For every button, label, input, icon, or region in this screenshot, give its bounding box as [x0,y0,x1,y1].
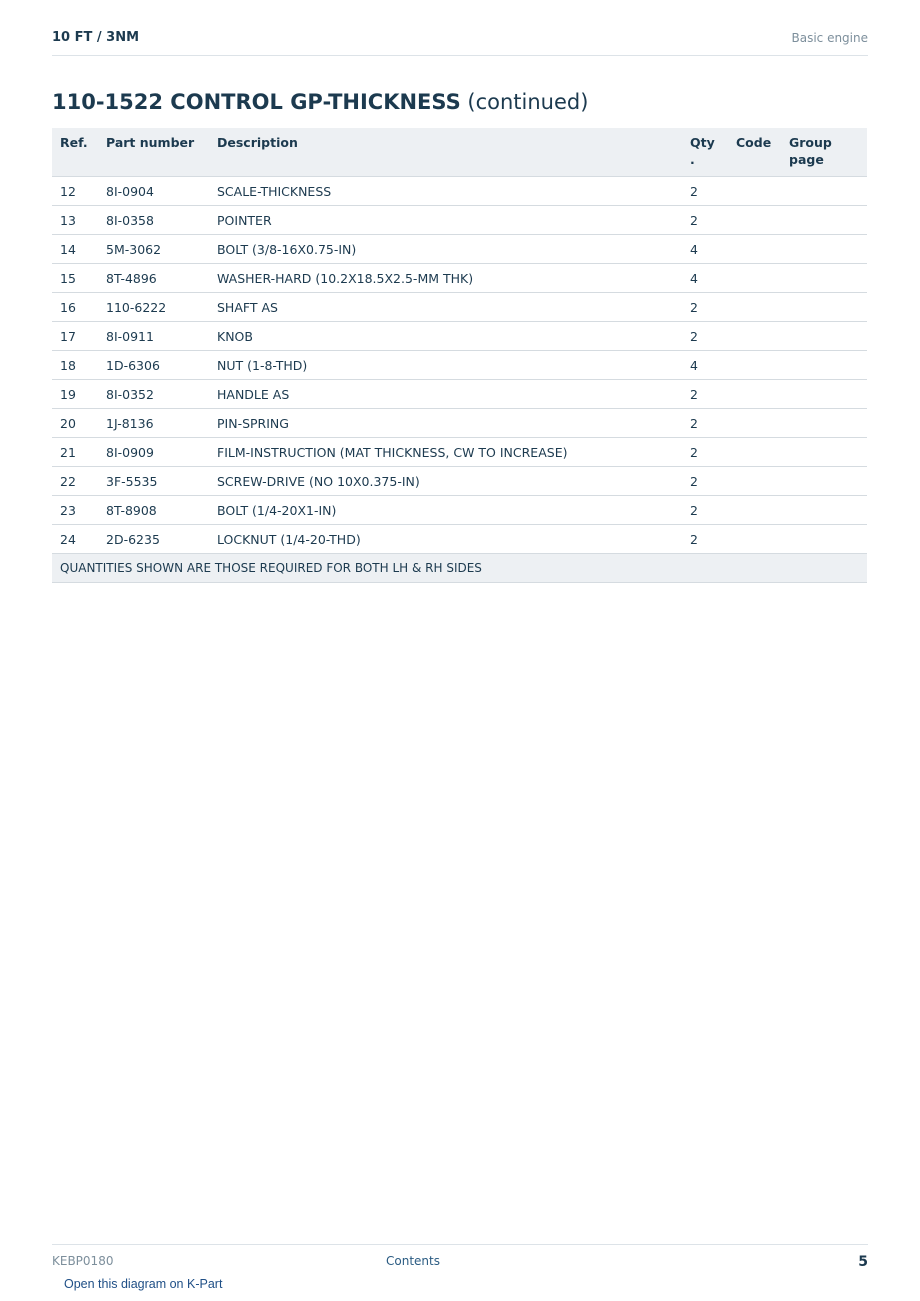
cell-group-page [781,177,867,206]
cell-group-page [781,409,867,438]
cell-qty: 4 [682,235,728,264]
table-row [52,351,867,380]
table-row [52,235,867,264]
cell-part-number: 8I-0904 [98,177,209,206]
cell-description: POINTER [209,206,682,235]
cell-code [728,380,781,409]
cell-code [728,438,781,467]
cell-ref: 16 [52,293,98,322]
group-code-name: 110-1522 CONTROL GP-THICKNESS [52,90,461,114]
cell-part-number: 110-6222 [98,293,209,322]
contents-link[interactable]: Contents [386,1254,440,1268]
col-code: Code [728,128,781,177]
col-group-page: Group page [781,128,867,177]
open-on-kpart-link[interactable]: Open this diagram on K-Part [64,1277,223,1291]
cell-description: HANDLE AS [209,380,682,409]
cell-ref: 20 [52,409,98,438]
table-row [52,438,867,467]
cell-description: NUT (1-8-THD) [209,351,682,380]
title-suffix: (continued) [467,90,589,114]
cell-description: WASHER-HARD (10.2X18.5X2.5-MM THK) [209,264,682,293]
cell-part-number: 8I-0352 [98,380,209,409]
table-body [52,177,867,583]
cell-description: BOLT (1/4-20X1-IN) [209,496,682,525]
col-description: Description [209,128,682,177]
cell-part-number: 3F-5535 [98,467,209,496]
cell-group-page [781,235,867,264]
cell-code [728,264,781,293]
table-row [52,322,867,351]
cell-description: BOLT (3/8-16X0.75-IN) [209,235,682,264]
cell-qty: 2 [682,467,728,496]
col-part-number: Part number [98,128,209,177]
cell-description: LOCKNUT (1/4-20-THD) [209,525,682,554]
cell-qty: 2 [682,496,728,525]
parts-table [52,128,867,583]
cell-group-page [781,496,867,525]
document-code: KEBP0180 [52,1254,114,1268]
table-row [52,177,867,206]
col-ref: Ref. [52,128,98,177]
table-row [52,206,867,235]
cell-qty: 4 [682,351,728,380]
col-qty: Qty . [682,128,728,177]
table-row [52,264,867,293]
table-row [52,380,867,409]
cell-code [728,525,781,554]
cell-group-page [781,206,867,235]
cell-description: FILM-INSTRUCTION (MAT THICKNESS, CW TO INCREASE) [209,438,682,467]
cell-group-page [781,467,867,496]
cell-group-page [781,322,867,351]
cell-ref: 18 [52,351,98,380]
table-note-row [52,554,867,583]
cell-qty: 2 [682,206,728,235]
cell-qty: 2 [682,293,728,322]
cell-part-number: 2D-6235 [98,525,209,554]
cell-description: KNOB [209,322,682,351]
cell-qty: 2 [682,525,728,554]
cell-qty: 2 [682,322,728,351]
cell-description: SCALE-THICKNESS [209,177,682,206]
cell-ref: 17 [52,322,98,351]
section-name: Basic engine [791,31,868,45]
table-row [52,467,867,496]
cell-qty: 4 [682,264,728,293]
cell-code [728,467,781,496]
table-row [52,496,867,525]
cell-ref: 13 [52,206,98,235]
cell-part-number: 8I-0911 [98,322,209,351]
cell-code [728,235,781,264]
cell-qty: 2 [682,177,728,206]
page-title [52,90,588,114]
cell-ref: 22 [52,467,98,496]
cell-qty: 2 [682,380,728,409]
cell-ref: 12 [52,177,98,206]
cell-part-number: 8I-0358 [98,206,209,235]
cell-ref: 21 [52,438,98,467]
cell-part-number: 1D-6306 [98,351,209,380]
cell-code [728,206,781,235]
cell-code [728,293,781,322]
cell-group-page [781,351,867,380]
page-footer [52,1244,868,1301]
cell-ref: 23 [52,496,98,525]
cell-description: PIN-SPRING [209,409,682,438]
cell-description: SCREW-DRIVE (NO 10X0.375-IN) [209,467,682,496]
table-row [52,409,867,438]
cell-code [728,322,781,351]
cell-code [728,409,781,438]
cell-qty: 2 [682,438,728,467]
cell-ref: 24 [52,525,98,554]
table-row [52,293,867,322]
table-row [52,525,867,554]
machine-model: 10 FT / 3NM [52,30,140,45]
cell-part-number: 8I-0909 [98,438,209,467]
page-number: 5 [858,1254,868,1270]
cell-ref: 15 [52,264,98,293]
cell-group-page [781,380,867,409]
cell-ref: 19 [52,380,98,409]
cell-part-number: 8T-8908 [98,496,209,525]
cell-part-number: 8T-4896 [98,264,209,293]
cell-group-page [781,525,867,554]
cell-part-number: 1J-8136 [98,409,209,438]
cell-code [728,177,781,206]
cell-group-page [781,293,867,322]
cell-code [728,351,781,380]
cell-ref: 14 [52,235,98,264]
cell-group-page [781,438,867,467]
table-note: QUANTITIES SHOWN ARE THOSE REQUIRED FOR BOTH LH & RH SIDES [52,554,867,583]
cell-group-page [781,264,867,293]
cell-part-number: 5M-3062 [98,235,209,264]
page-header [52,28,868,56]
cell-code [728,496,781,525]
cell-qty: 2 [682,409,728,438]
table-header-row [52,128,867,177]
cell-description: SHAFT AS [209,293,682,322]
